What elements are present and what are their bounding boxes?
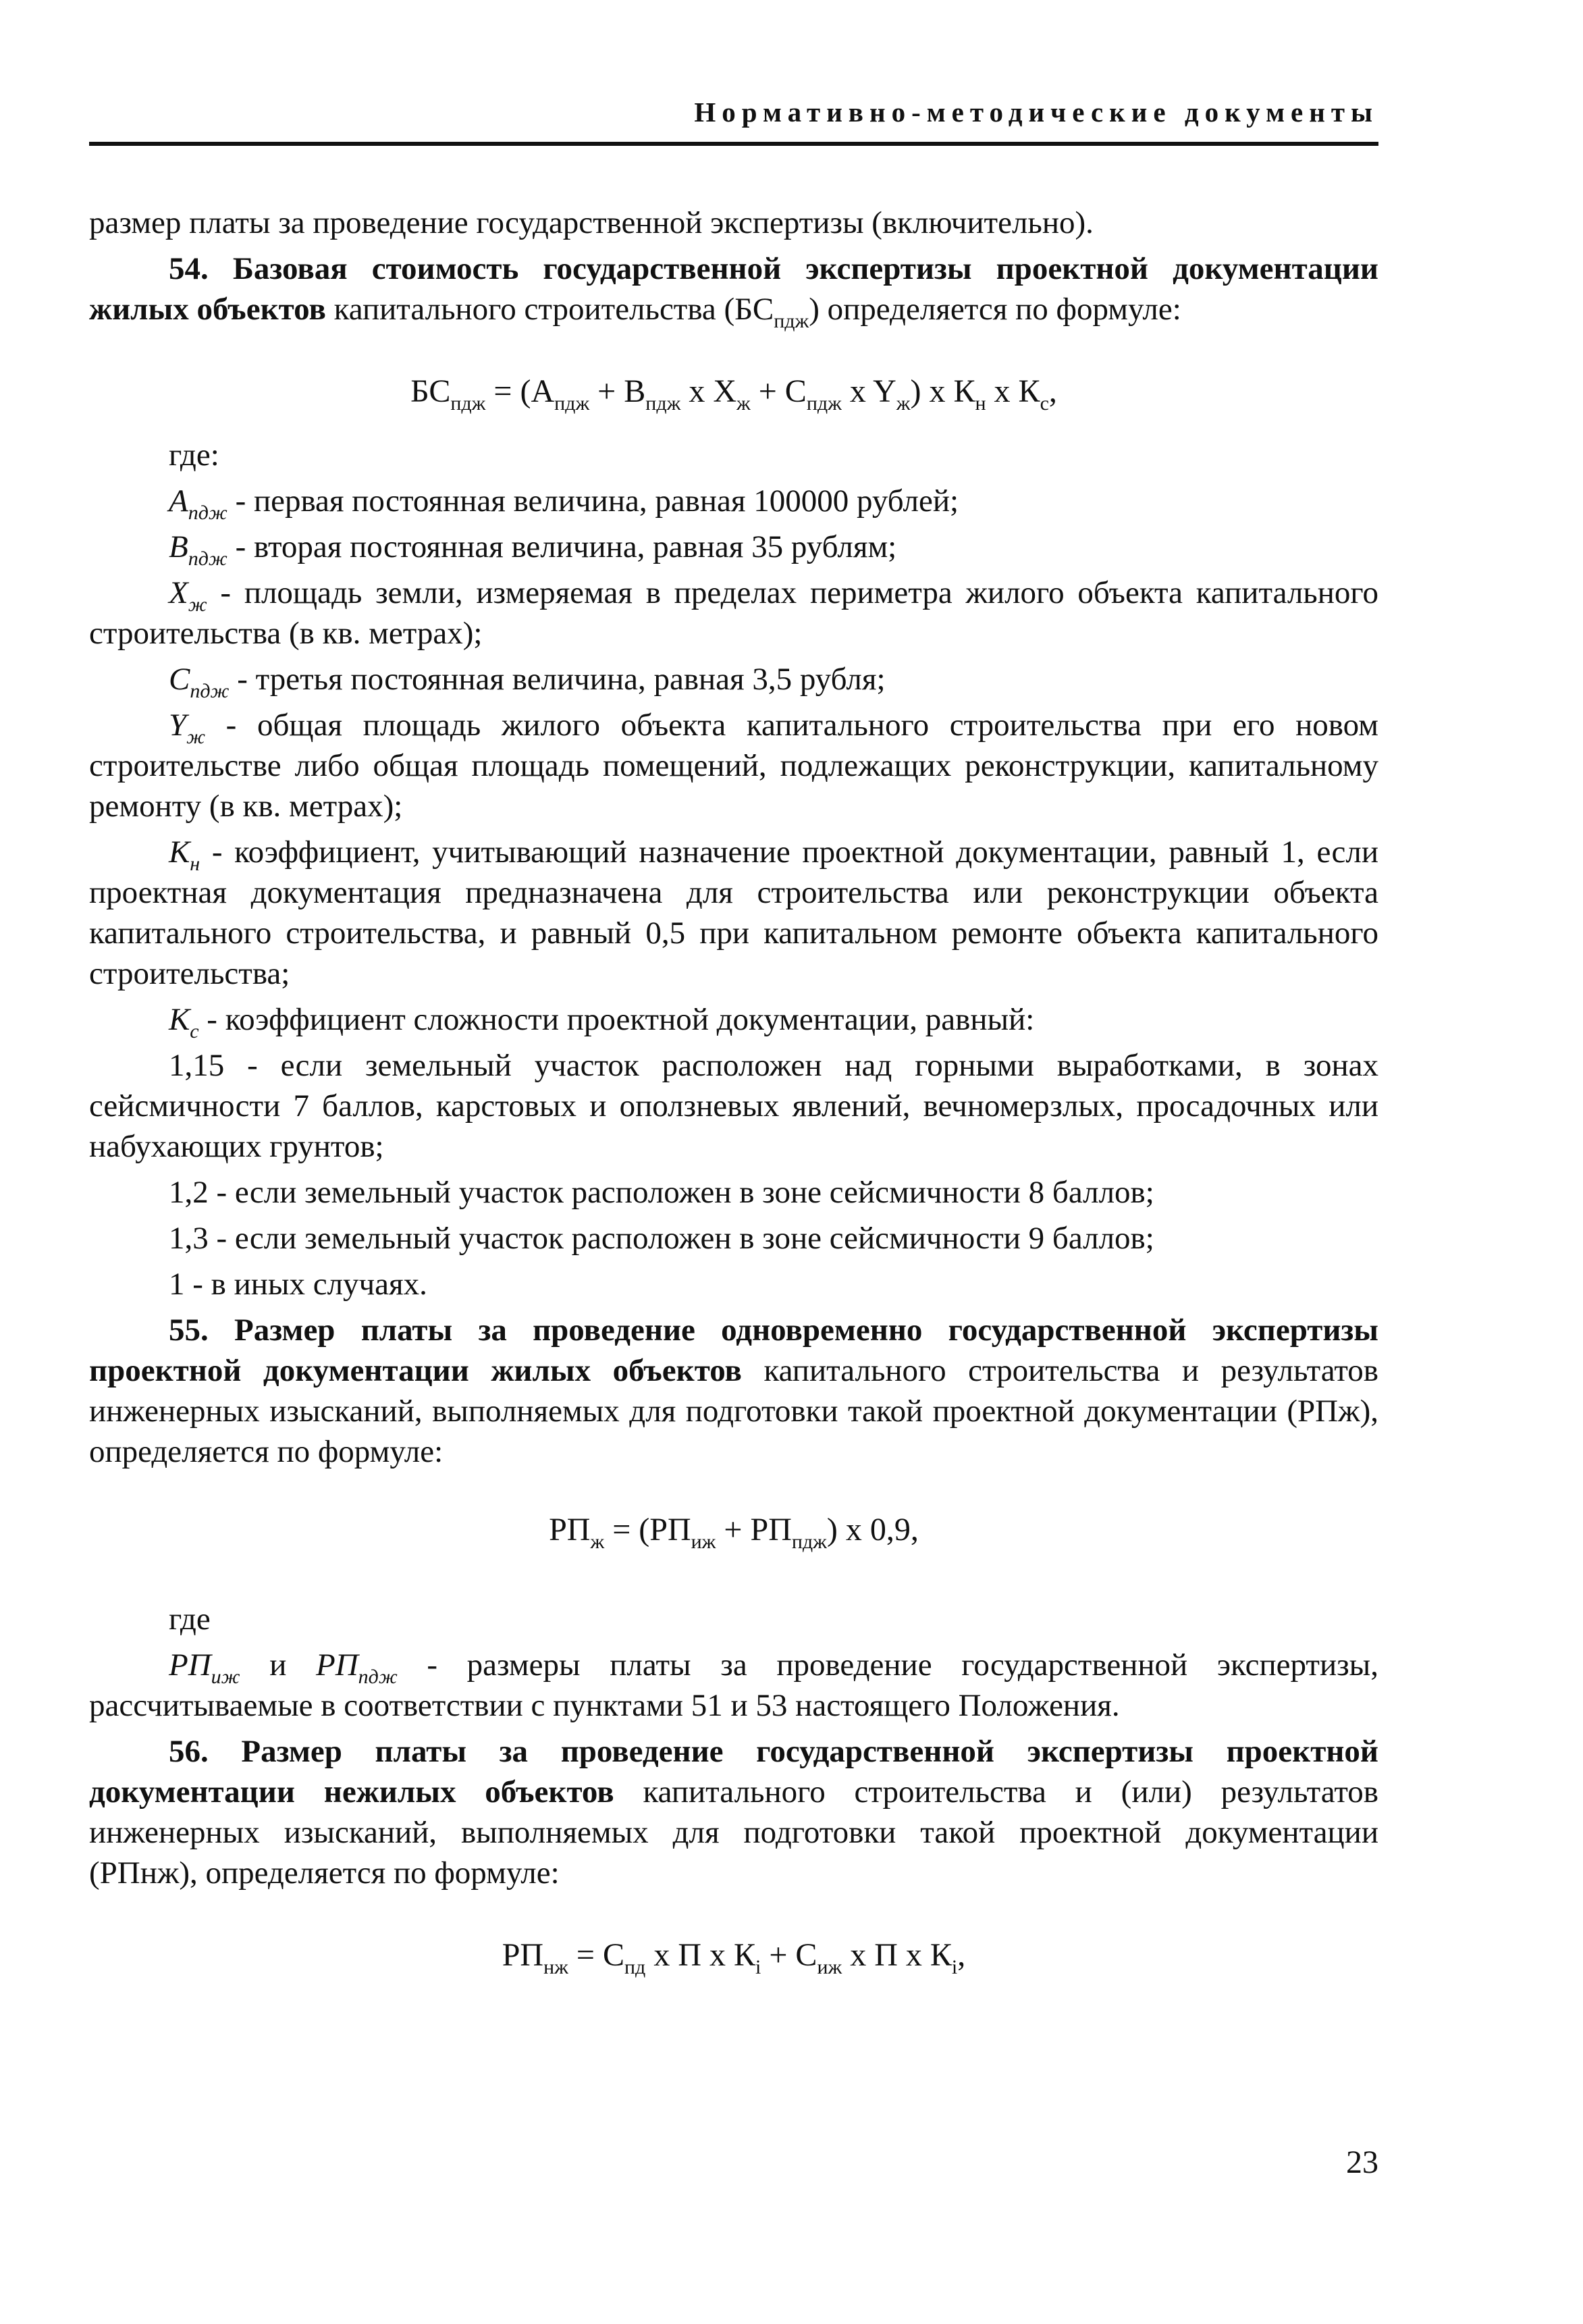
- def-c-sub: пдж: [190, 680, 230, 702]
- def-kc-sym: К: [169, 1002, 190, 1037]
- def-rp-s1-sub: иж: [211, 1666, 240, 1688]
- f3-a: РП: [502, 1937, 544, 1973]
- p55-lead: 55. Размер платы за проведение одновременно государственной экспертизы проектной документации жилых объектов: [89, 1313, 1378, 1388]
- def-x-text: - площадь земли, измеряемая в пределах периметра жилого объекта капитального строительства (в кв. метрах);: [89, 575, 1378, 651]
- f2-c: + РП: [716, 1512, 792, 1548]
- formula-bs: [89, 371, 1378, 415]
- def-b: [89, 527, 1378, 570]
- def-b-text: - вторая постоянная величина, равная 35 рублям;: [227, 529, 897, 564]
- f1-end: ,: [1048, 373, 1057, 409]
- f2-b: = (РП: [604, 1512, 691, 1548]
- page-number: 23: [1346, 2144, 1378, 2180]
- def-a-text: - первая постоянная величина, равная 100000 рублей;: [227, 483, 959, 519]
- def-kn-sym: К: [169, 835, 190, 870]
- where-label-1: где:: [169, 438, 219, 473]
- f3-a-sub: нж: [543, 1956, 568, 1978]
- p56-lead: 56. Размер платы за проведение государственной экспертизы проектной документации нежилых объектов: [89, 1734, 1378, 1810]
- f2-c-sub: пдж: [791, 1531, 827, 1553]
- f3-b-sub: пд: [624, 1956, 646, 1978]
- def-y-sym: Y: [169, 708, 187, 743]
- f1-k: ) x К: [910, 373, 975, 409]
- def-c-text: - третья постоянная величина, равная 3,5 рубля;: [229, 662, 886, 697]
- def-b-sym: В: [169, 529, 188, 564]
- def-x: [89, 573, 1378, 654]
- f1-b: + В: [589, 373, 646, 409]
- f3-d-sub: иж: [817, 1956, 842, 1978]
- kc-value-1: 1,15 - если земельный участок расположен над горными выработками, в зонах сейсмичности 7 баллов, карстовых и оползневых явлений, вечномерзлых, просадочных или набухающих грунтов;: [89, 1048, 1378, 1164]
- where-label-2: где: [169, 1602, 211, 1637]
- f2-b-sub: иж: [691, 1531, 716, 1553]
- paragraph-55: [89, 1310, 1378, 1472]
- paragraph-54: [89, 248, 1379, 332]
- def-rp-s2: РП: [316, 1647, 358, 1683]
- def-a-sym: А: [169, 483, 188, 519]
- f1-kc-sub: с: [1040, 392, 1049, 415]
- p54-rest2: ) определяется по формуле:: [809, 292, 1181, 327]
- f1-x: x Х: [680, 373, 736, 409]
- def-rp-text: - размеры платы за проведение государственной экспертизы, рассчитываемые в соответствии с пунктами 51 и 53 настоящего Положения.: [89, 1647, 1378, 1723]
- f3-c-sub: i: [755, 1956, 761, 1978]
- def-a-sub: пдж: [188, 502, 227, 524]
- paragraph-53-end: размер платы за проведение государственной экспертизы (включительно).: [89, 205, 1094, 240]
- formula-rp-zh: [89, 1510, 1378, 1553]
- def-kn: [89, 832, 1378, 994]
- def-y-sub: ж: [186, 726, 206, 748]
- document-body: [89, 203, 1378, 1976]
- p55-rest: капитального строительства и результатов инженерных изысканий, выполняемых для подготовки такой проектной документации (РПж), определяется по формуле:: [89, 1353, 1378, 1469]
- f3-c: x П x К: [645, 1937, 755, 1973]
- f1-bs: БС: [410, 373, 451, 409]
- def-rp: [89, 1645, 1378, 1726]
- f1-a: = (А: [485, 373, 555, 409]
- formula-rp-nzh: [89, 1935, 1378, 1976]
- p54-rest: капитального строительства (БС: [325, 292, 774, 327]
- f1-k-sub: н: [975, 392, 986, 415]
- f2-end: ) x 0,9,: [826, 1512, 919, 1548]
- f3-b: = С: [568, 1937, 624, 1973]
- f1-kc: x К: [986, 373, 1040, 409]
- kc-value-3: 1,3 - если земельный участок расположен в зоне сейсмичности 9 баллов;: [169, 1221, 1154, 1256]
- kc-value-4: 1 - в иных случаях.: [169, 1267, 427, 1302]
- f1-y-sub: ж: [896, 392, 911, 415]
- f1-a-sub: пдж: [554, 392, 590, 415]
- kc-value-2: 1,2 - если земельный участок расположен в зоне сейсмичности 8 баллов;: [169, 1175, 1154, 1210]
- def-kc: [89, 999, 1378, 1040]
- def-rp-and: и: [240, 1647, 316, 1683]
- def-rp-s2-sub: пдж: [358, 1666, 398, 1688]
- f1-x-sub: ж: [736, 392, 751, 415]
- f1-bs-sub: пдж: [450, 392, 486, 415]
- paragraph-56: [89, 1731, 1378, 1893]
- def-kn-sub: н: [190, 853, 200, 875]
- f1-c-sub: пдж: [806, 392, 842, 415]
- def-c: [89, 659, 1378, 702]
- def-y-text: - общая площадь жилого объекта капитального строительства при его новом строительстве либо общая площадь помещений, подлежащих реконструкции, капитальному ремонту (в кв. метрах);: [89, 708, 1378, 824]
- def-y: [89, 705, 1378, 826]
- f1-c: + С: [750, 373, 807, 409]
- f3-e-sub: i: [951, 1956, 958, 1978]
- f1-b-sub: пдж: [645, 392, 681, 415]
- def-a: [89, 481, 1378, 524]
- header-title: Нормативно-методические документы: [694, 97, 1378, 128]
- p56-rest: капитального строительства и (или) результатов инженерных изысканий, выполняемых для подготовки такой проектной документации (РПнж), определяется по формуле:: [89, 1774, 1378, 1891]
- def-kn-text: - коэффициент, учитывающий назначение проектной документации, равный 1, если проектная документация предназначена для строительства или реконструкции объекта капитального строительства, и равный 0,5 при капитальном ремонте объекта капитального строительства;: [89, 835, 1378, 991]
- p54-lead: Базовая стоимость государственной экспертизы проектной документации жилых объектов: [89, 251, 1379, 327]
- def-rp-s1: РП: [169, 1647, 211, 1683]
- def-kc-sub: с: [190, 1020, 199, 1042]
- f3-e: x П x К: [842, 1937, 952, 1973]
- def-x-sub: ж: [188, 593, 207, 616]
- def-c-sym: С: [169, 662, 190, 697]
- running-header: [89, 93, 1378, 146]
- def-x-sym: Х: [169, 575, 188, 610]
- p54-sub: пдж: [774, 310, 809, 332]
- f3-end: ,: [957, 1937, 966, 1973]
- f2-a-sub: ж: [590, 1531, 605, 1553]
- f2-a: РП: [549, 1512, 591, 1548]
- p54-num: 54.: [169, 251, 233, 286]
- def-b-sub: пдж: [188, 548, 227, 570]
- f1-y: x Y: [841, 373, 896, 409]
- def-kc-text: - коэффициент сложности проектной документации, равный:: [198, 1002, 1035, 1037]
- f3-d: + С: [761, 1937, 817, 1973]
